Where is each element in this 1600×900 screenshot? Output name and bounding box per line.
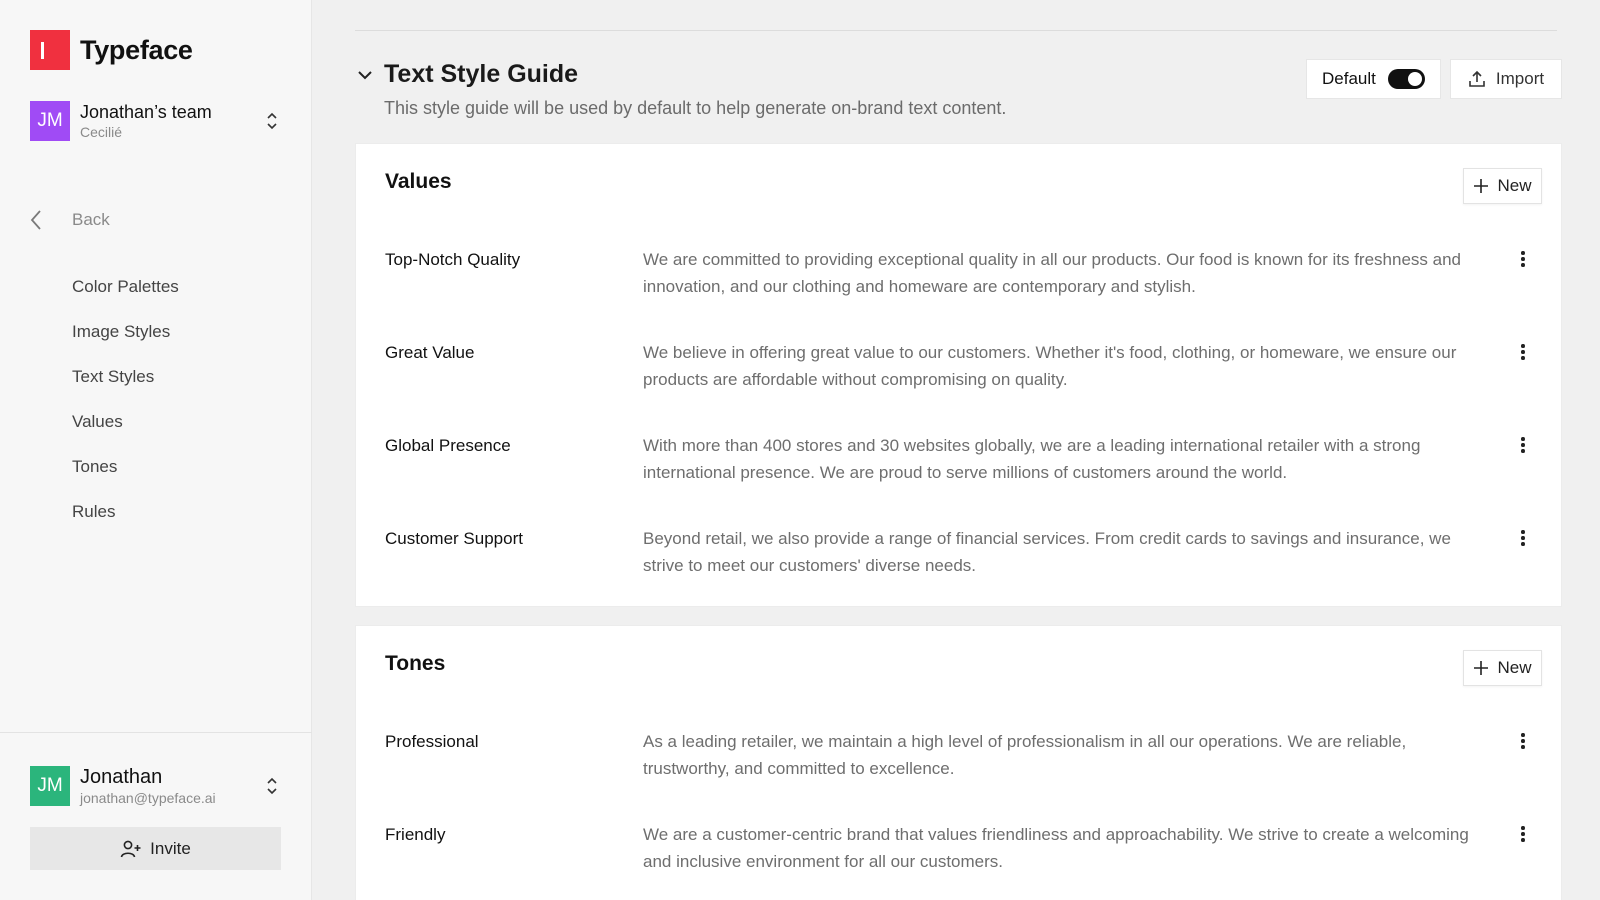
- value-name: Global Presence: [385, 436, 511, 455]
- values-card: [356, 144, 1561, 606]
- list-item: [356, 729, 1561, 809]
- tones-title: Tones: [385, 652, 446, 675]
- plus-icon: [1473, 660, 1489, 676]
- nav-item-text-styles[interactable]: Text Styles: [72, 366, 155, 386]
- chevron-up-down-icon[interactable]: [264, 109, 280, 133]
- plus-icon: [1473, 178, 1489, 194]
- chevron-up-down-icon[interactable]: [264, 774, 280, 798]
- user-info: [80, 765, 264, 807]
- top-divider: [355, 30, 1557, 31]
- nav-item-image-styles[interactable]: Image Styles: [72, 321, 171, 341]
- value-description: We believe in offering great value to our customers. Whether it's food, clothing, or homeware, we ensure our products are affordable without compromising on quality.: [643, 343, 1457, 389]
- back-label: Back: [72, 210, 110, 229]
- new-value-button[interactable]: [1463, 168, 1542, 204]
- back-button[interactable]: [28, 208, 110, 232]
- team-switcher[interactable]: [30, 100, 280, 142]
- sidebar: [0, 0, 312, 900]
- tone-description: We are a customer-centric brand that values friendliness and approachability. We strive to create a welcoming and inclusive environment for all our customers.: [643, 825, 1469, 871]
- more-options-icon[interactable]: [1515, 823, 1531, 845]
- page-subtitle: This style guide will be used by default to help generate on-brand text content.: [384, 98, 1007, 118]
- default-label: Default: [1322, 69, 1376, 88]
- list-item: [356, 340, 1561, 420]
- chevron-down-icon[interactable]: [356, 66, 374, 84]
- team-subtitle: Cecilié: [80, 124, 123, 140]
- new-label: New: [1497, 658, 1532, 677]
- user-name: Jonathan: [80, 766, 163, 788]
- more-options-icon[interactable]: [1515, 341, 1531, 363]
- team-info: [80, 101, 264, 141]
- values-title: Values: [385, 170, 452, 193]
- value-description: We are committed to providing exceptional quality in all our products. Our food is known for its freshness and innovation, and our clothing and homeware are contemporary and stylish.: [643, 250, 1461, 296]
- value-description: With more than 400 stores and 30 websites globally, we are a leading international retailer with a strong international presence. We are proud to serve millions of customers around the world.: [643, 436, 1421, 482]
- nav-item-values[interactable]: Values: [72, 411, 123, 431]
- brand-logo[interactable]: [30, 30, 193, 70]
- user-avatar: JM: [30, 766, 70, 806]
- default-toggle[interactable]: [1388, 69, 1425, 89]
- more-options-icon[interactable]: [1515, 730, 1531, 752]
- invite-label: Invite: [150, 838, 191, 858]
- nav-item-tones[interactable]: Tones: [72, 456, 118, 476]
- value-name: Customer Support: [385, 529, 523, 548]
- page-title: Text Style Guide: [384, 60, 579, 88]
- invite-button[interactable]: [30, 827, 281, 870]
- chevron-left-icon: [28, 208, 44, 232]
- upload-icon: [1468, 70, 1486, 88]
- tone-name: Friendly: [385, 825, 446, 844]
- team-name: Jonathan’s team: [80, 102, 212, 122]
- sidebar-divider: [0, 732, 312, 733]
- value-name: Top-Notch Quality: [385, 250, 521, 269]
- import-label: Import: [1495, 69, 1545, 88]
- value-name: Great Value: [385, 343, 475, 362]
- nav-item-color-palettes[interactable]: Color Palettes: [72, 276, 179, 296]
- value-description: Beyond retail, we also provide a range of financial services. From credit cards to savings and insurance, we strive to meet our customers' diverse needs.: [643, 529, 1451, 575]
- tone-description: As a leading retailer, we maintain a high level of professionalism in all our operations. We are reliable, trustworthy, and committed to excellence.: [643, 732, 1407, 778]
- main-content: [312, 0, 1600, 900]
- list-item: [356, 822, 1561, 900]
- nav-item-rules[interactable]: Rules: [72, 501, 116, 521]
- tones-card: [356, 626, 1561, 900]
- more-options-icon[interactable]: [1515, 434, 1531, 456]
- team-avatar: JM: [30, 101, 70, 141]
- more-options-icon[interactable]: [1515, 248, 1531, 270]
- settings-nav: [72, 264, 179, 534]
- brand-name: Typeface: [80, 34, 193, 65]
- new-tone-button[interactable]: [1463, 650, 1542, 686]
- default-toggle-group: [1306, 59, 1441, 99]
- typeface-logo-icon: [30, 30, 70, 70]
- list-item: [356, 247, 1561, 327]
- tone-name: Professional: [385, 732, 479, 751]
- import-button[interactable]: [1450, 59, 1562, 99]
- user-email: jonathan@typeface.ai: [80, 790, 216, 806]
- more-options-icon[interactable]: [1515, 527, 1531, 549]
- list-item: [356, 526, 1561, 606]
- new-label: New: [1497, 176, 1532, 195]
- list-item: [356, 433, 1561, 513]
- user-switcher[interactable]: [30, 765, 280, 807]
- add-user-icon: [120, 839, 142, 859]
